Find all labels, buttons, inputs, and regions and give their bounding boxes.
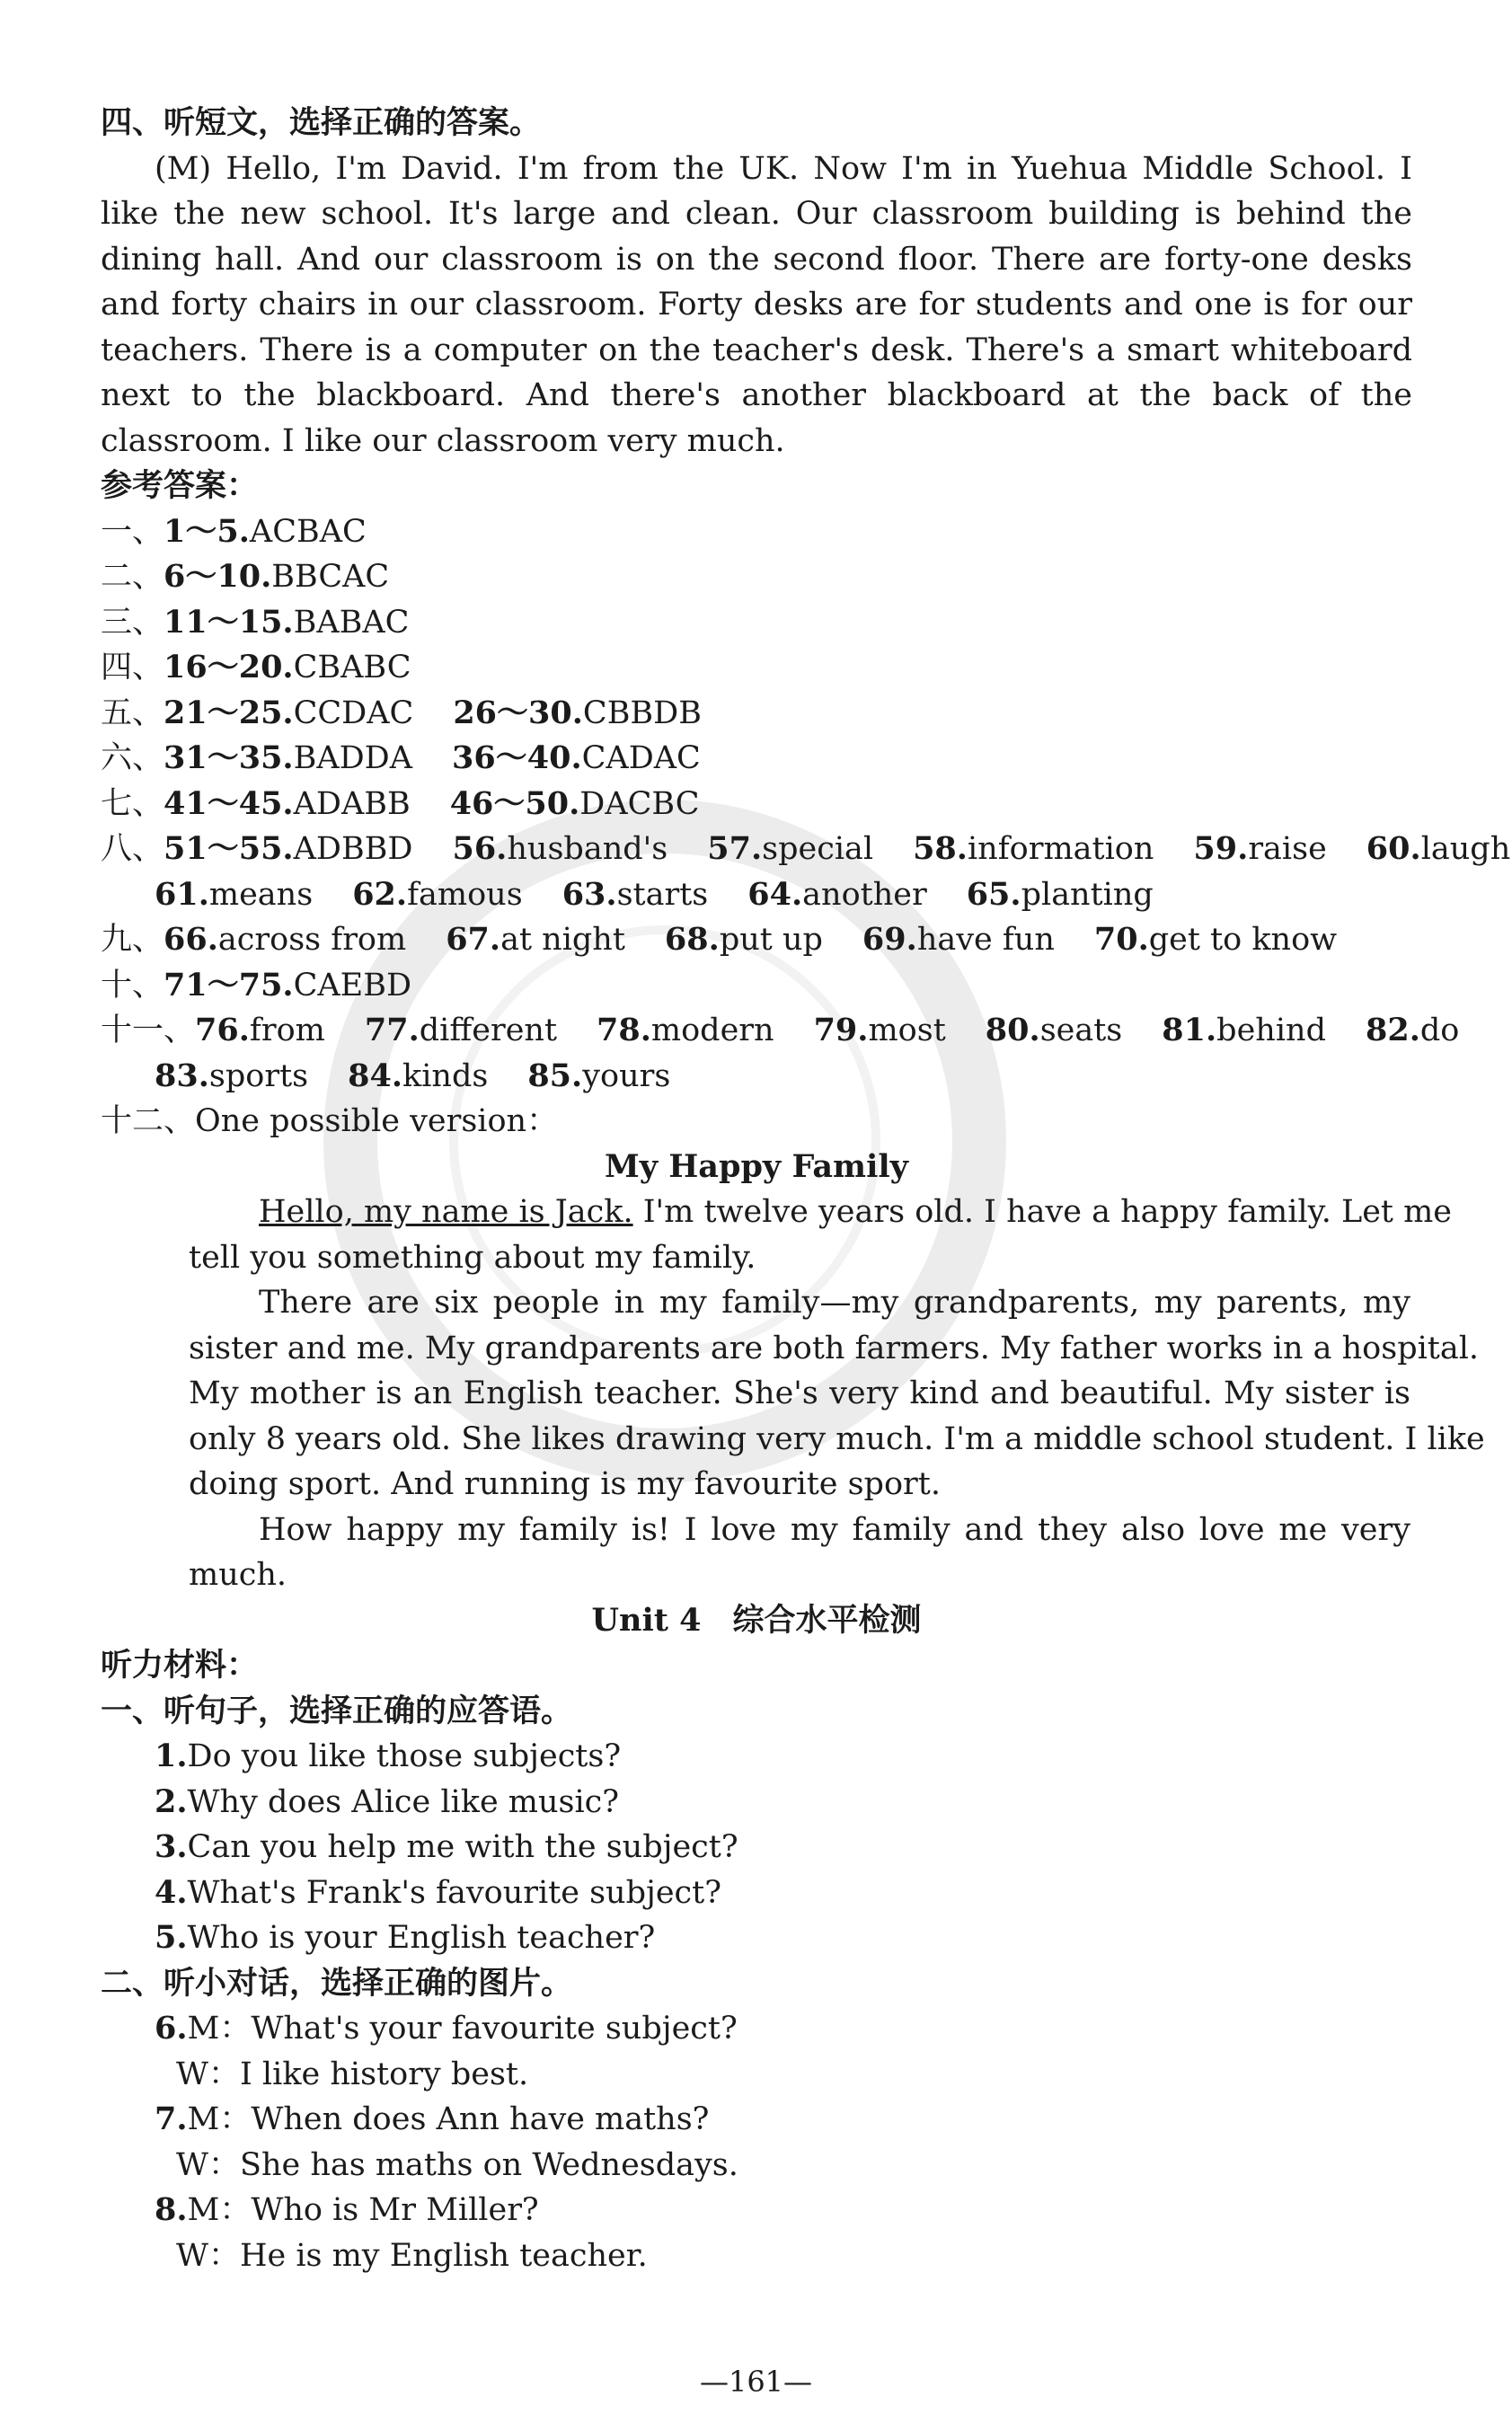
answer-number: 68.	[664, 921, 720, 958]
answer-item	[527, 1054, 670, 1100]
answer-text: across from	[217, 922, 407, 958]
answer-number: 70.	[1093, 921, 1149, 958]
answer-text: starts	[616, 876, 709, 913]
answer-number: 21～25.	[164, 694, 294, 731]
item-number: 7.	[155, 2100, 188, 2137]
essay-p3-line: How happy my family is! I love my family and they also love me very	[259, 1511, 1410, 1548]
part2-list	[101, 2006, 1412, 2278]
answer-number: 26～30.	[453, 694, 583, 731]
page-number: —161—	[699, 2365, 813, 2399]
item-number: 4.	[155, 1873, 188, 1911]
answer-number: 64.	[747, 875, 803, 913]
answer-number: 46～50.	[449, 784, 580, 822]
essay-p2-line: only 8 years old. She likes drawing very much. I'm a middle school student. I like	[189, 1420, 1485, 1457]
answer-item	[597, 1008, 774, 1054]
answer-text: information	[967, 831, 1154, 867]
part2-item-w: W：He is my English teacher.	[176, 2237, 648, 2274]
item-text: Can you help me with the subject?	[187, 1829, 738, 1865]
answer-row	[101, 645, 1412, 691]
part2-item-m	[101, 2097, 1412, 2143]
answer-row	[101, 554, 1412, 600]
answers-heading: 参考答案：	[101, 467, 259, 504]
answer-row	[101, 600, 1412, 646]
answer-item	[562, 872, 709, 918]
answer-text: raise	[1248, 831, 1327, 867]
answer-label: 七、	[101, 785, 164, 822]
answer-text: kinds	[402, 1057, 489, 1094]
answer-item	[1162, 1008, 1326, 1054]
answer-label: 十一、	[101, 1012, 196, 1048]
answer-number: 16～20.	[164, 649, 294, 685]
answer-row-11	[101, 1008, 1460, 1054]
answer-text: at night	[500, 922, 625, 958]
answer-number: 82.	[1365, 1012, 1420, 1048]
essay-underlined-opening: Hello, my name is Jack.	[259, 1194, 633, 1230]
answer-text: DACBC	[579, 785, 700, 822]
answer-number: 61.	[155, 875, 209, 913]
answer-number: 57.	[707, 830, 763, 867]
answer-number: 41～45.	[164, 784, 294, 822]
answer-text: have fun	[916, 922, 1055, 958]
answer-text: CADAC	[581, 740, 701, 776]
answer-item	[814, 1008, 946, 1054]
item-number: 5.	[155, 1919, 188, 1956]
answer-item	[450, 782, 700, 827]
item-number: 2.	[155, 1782, 188, 1820]
answer-text: CBBDB	[582, 694, 702, 731]
answer-row-11-cont	[101, 1054, 1412, 1100]
answer-text: CAEBD	[293, 967, 412, 1004]
part2-heading: 二、听小对话，选择正确的图片。	[101, 1964, 573, 2002]
part1-item	[101, 1734, 1412, 1780]
part2-item-w: W：I like history best.	[176, 2056, 529, 2092]
answer-item	[155, 1054, 308, 1100]
answer-text: yours	[582, 1057, 671, 1094]
answer-item	[365, 1008, 557, 1054]
listening-heading: 听力材料：	[101, 1647, 259, 1684]
answer-text: sports	[208, 1057, 309, 1094]
passage-line: like the new school. It's large and clean. Our classroom building is behind the	[101, 196, 1412, 232]
answer-row-9	[101, 917, 1412, 963]
part2-item-w: W：She has maths on Wednesdays.	[176, 2146, 738, 2183]
answer-text: ACBAC	[249, 513, 367, 550]
answer-text: seats	[1039, 1012, 1123, 1048]
unit-heading: Unit 4 综合水平检测	[591, 1601, 922, 1639]
answer-number: 71～75.	[164, 966, 294, 1004]
answer-text: most	[868, 1012, 946, 1048]
essay-title: My Happy Family	[604, 1147, 909, 1185]
answer-label: 一、	[101, 513, 164, 550]
answer-text: CBABC	[293, 650, 411, 685]
answer-text: different	[419, 1012, 558, 1048]
answer-item	[1094, 917, 1337, 963]
answer-number: 62.	[352, 875, 408, 913]
answer-text: means	[208, 876, 314, 913]
essay-p2-line: There are six people in my family—my grandparents, my parents, my	[259, 1285, 1410, 1321]
answer-row-8-cont	[101, 872, 1412, 918]
answer-text: modern	[650, 1012, 774, 1048]
answer-number: 85.	[527, 1057, 583, 1094]
passage-line: classroom. I like our classroom very much.	[101, 422, 785, 459]
answer-number: 80.	[985, 1012, 1040, 1048]
answer-item	[155, 872, 313, 918]
answer-number: 78.	[597, 1012, 651, 1048]
answer-item	[348, 1054, 488, 1100]
answer-text: do	[1419, 1012, 1460, 1048]
answer-number: 79.	[813, 1012, 869, 1048]
essay-p2-line: My mother is an English teacher. She's very kind and beautiful. My sister is	[189, 1375, 1410, 1411]
listening-passage	[101, 146, 1412, 464]
answer-label: 四、	[101, 650, 164, 685]
essay-p1-line1	[189, 1189, 1453, 1235]
answer-text: famous	[407, 876, 523, 913]
answer-item	[164, 917, 406, 963]
answer-item	[707, 827, 873, 872]
part1-heading: 一、听句子，选择正确的应答语。	[101, 1692, 573, 1729]
answer-item	[164, 645, 411, 691]
passage-line: next to the blackboard. And there's another blackboard at the back of the	[101, 377, 1412, 413]
answer-row-10	[101, 963, 1412, 1009]
answer-item	[453, 691, 702, 737]
answer-item	[1366, 1008, 1459, 1054]
answer-text: laugh	[1420, 831, 1511, 867]
answer-item	[913, 827, 1154, 872]
answer-label: 八、	[101, 831, 164, 867]
passage-line: teachers. There is a computer on the teacher's desk. There's a smart whiteboard	[101, 332, 1412, 368]
essay-p1-line2: tell you something about my family.	[189, 1239, 756, 1276]
answer-item	[164, 827, 412, 872]
answer-row-8	[101, 827, 1511, 872]
answer-list	[101, 509, 1412, 827]
essay-p2-line: doing sport. And running is my favourite sport.	[189, 1466, 941, 1502]
answer-label: 三、	[101, 604, 164, 641]
answer-row	[101, 691, 1412, 737]
answer-item	[452, 827, 668, 872]
item-text: M：Who is Mr Miller?	[187, 2192, 539, 2228]
passage-line: and forty chairs in our classroom. Forty desks are for students and one is for our	[101, 287, 1412, 323]
answer-text: planting	[1021, 876, 1154, 913]
answer-number: 76.	[195, 1012, 250, 1048]
answer-item	[164, 782, 411, 827]
answer-item	[164, 554, 389, 600]
item-text: Who is your English teacher?	[187, 1920, 656, 1956]
essay-body	[101, 1189, 1485, 1598]
answer-text: BBCAC	[271, 559, 390, 595]
answer-text: get to know	[1148, 922, 1338, 958]
answer-text: ADBBD	[293, 831, 413, 867]
content	[101, 101, 1511, 2278]
answer-number: 67.	[446, 921, 501, 958]
item-number: 6.	[155, 2010, 188, 2047]
answer-number: 36～40.	[452, 739, 582, 776]
answer-text: BADDA	[293, 740, 413, 776]
answer-item	[195, 1008, 325, 1054]
essay-p3-line: much.	[189, 1557, 287, 1593]
answer-item	[665, 917, 823, 963]
answer-number: 51～55.	[164, 830, 294, 867]
answer-text: special	[762, 831, 874, 867]
answer-number: 11～15.	[164, 603, 294, 641]
answer-number: 1～5.	[164, 512, 250, 550]
part1-item	[101, 1780, 1412, 1826]
item-number: 8.	[155, 2191, 188, 2228]
answer-text: behind	[1216, 1012, 1326, 1048]
answer-label: 五、	[101, 694, 164, 731]
answer-label: 二、	[101, 559, 164, 595]
answer-label: 六、	[101, 740, 164, 776]
answer-number: 84.	[348, 1057, 403, 1094]
answer-text: another	[802, 876, 927, 913]
answer-number: 63.	[561, 875, 617, 913]
answer-label: 十、	[101, 967, 164, 1004]
answer-item	[967, 872, 1154, 918]
answer-item	[446, 917, 625, 963]
answer-label: 九、	[101, 922, 164, 958]
answer-text: ADABB	[293, 785, 411, 822]
answer-text: CCDAC	[293, 694, 414, 731]
answer-item	[164, 691, 413, 737]
answer-item	[164, 509, 367, 555]
passage-line: (M) Hello, I'm David. I'm from the UK. Now I'm in Yuehua Middle School. I	[155, 150, 1412, 187]
answer-item	[164, 600, 409, 646]
answer-number: 69.	[862, 921, 917, 958]
answer-item	[747, 872, 926, 918]
item-number: 1.	[155, 1738, 188, 1774]
answer-text: from	[249, 1012, 325, 1048]
answer-text: husband's	[507, 831, 668, 867]
answer-row	[101, 782, 1412, 827]
item-text: Why does Alice like music?	[187, 1783, 620, 1820]
part1-list	[101, 1734, 1412, 1961]
answer-number: 81.	[1162, 1012, 1217, 1048]
part1-item	[101, 1915, 1412, 1961]
part2-item-m	[101, 2006, 1412, 2052]
answer-item	[352, 872, 523, 918]
part2-item-m	[101, 2188, 1412, 2233]
answer-row	[101, 509, 1412, 555]
answer-number: 77.	[364, 1012, 420, 1048]
answer-number: 83.	[155, 1057, 209, 1094]
essay-p2-line: sister and me. My grandparents are both farmers. My father works in a hospital.	[189, 1330, 1480, 1366]
answer-row	[101, 736, 1412, 782]
answer-number: 59.	[1193, 830, 1249, 867]
item-text: M：What's your favourite subject?	[187, 2011, 738, 2047]
answer-item	[452, 736, 701, 782]
answer-number: 6～10.	[164, 558, 272, 595]
answer-number: 60.	[1366, 830, 1421, 867]
answer-number: 31～35.	[164, 739, 294, 776]
answer-number: 56.	[452, 830, 508, 867]
answer-text: put up	[719, 922, 823, 958]
answer-item	[1193, 827, 1326, 872]
answer-number: 66.	[164, 921, 218, 958]
section4-heading: 四、听短文，选择正确的答案。	[101, 104, 542, 141]
item-text: M：When does Ann have maths?	[187, 2101, 710, 2137]
part1-item	[101, 1825, 1412, 1870]
answer-row-12-label: 十二、One possible version：	[101, 1103, 559, 1139]
answer-item	[862, 917, 1055, 963]
answer-item	[986, 1008, 1122, 1054]
item-text: Do you like those subjects?	[187, 1738, 622, 1774]
essay-p1-rest: I'm twelve years old. I have a happy family. Let me	[632, 1194, 1453, 1230]
answer-number: 58.	[913, 830, 968, 867]
answer-item	[164, 736, 412, 782]
answer-item	[1366, 827, 1510, 872]
item-text: What's Frank's favourite subject?	[187, 1874, 721, 1911]
answer-text: BABAC	[293, 604, 410, 641]
passage-line: dining hall. And our classroom is on the second floor. There are forty-one desks	[101, 241, 1412, 278]
part1-item	[101, 1870, 1412, 1916]
item-number: 3.	[155, 1828, 188, 1865]
answer-number: 65.	[966, 875, 1021, 913]
answer-item	[164, 963, 411, 1009]
